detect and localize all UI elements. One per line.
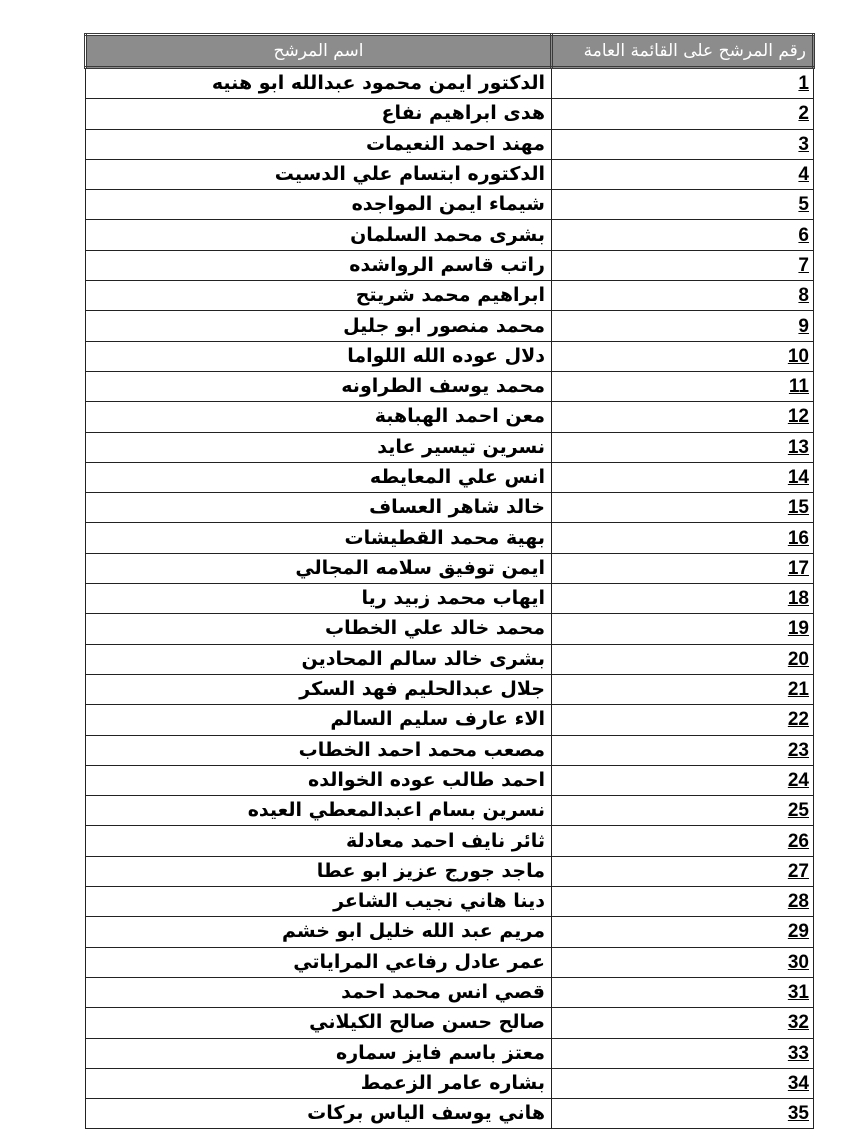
table-row xyxy=(86,584,814,614)
candidate-name: الدكتوره ابتسام علي الدسيت xyxy=(86,159,552,189)
candidate-name: بشرى خالد سالم المحادين xyxy=(86,644,552,674)
candidate-name: بشاره عامر الزعمط xyxy=(86,1068,552,1098)
table-row xyxy=(86,371,814,401)
candidate-number: 30 xyxy=(552,947,814,977)
candidate-number: 3 xyxy=(552,129,814,159)
candidate-name: نسرين بسام اعبدالمعطي العيده xyxy=(86,796,552,826)
candidate-name: محمد يوسف الطراونه xyxy=(86,371,552,401)
table-row xyxy=(86,947,814,977)
candidate-name: دينا هاني نجيب الشاعر xyxy=(86,887,552,917)
candidate-name: جلال عبدالحليم فهد السكر xyxy=(86,674,552,704)
candidate-name: هدى ابراهيم نفاع xyxy=(86,99,552,129)
table-row xyxy=(86,614,814,644)
candidate-number: 12 xyxy=(552,402,814,432)
candidate-number: 14 xyxy=(552,462,814,492)
table-row xyxy=(86,1008,814,1038)
candidate-number: 8 xyxy=(552,281,814,311)
candidate-number: 4 xyxy=(552,159,814,189)
candidate-number: 9 xyxy=(552,311,814,341)
table-row xyxy=(86,917,814,947)
candidate-name: مهند احمد النعيمات xyxy=(86,129,552,159)
table-row xyxy=(86,220,814,250)
candidate-number: 24 xyxy=(552,765,814,795)
candidate-number: 23 xyxy=(552,735,814,765)
candidate-number: 20 xyxy=(552,644,814,674)
candidate-number: 6 xyxy=(552,220,814,250)
table-row xyxy=(86,341,814,371)
candidate-number: 15 xyxy=(552,493,814,523)
table-row xyxy=(86,644,814,674)
candidate-number: 26 xyxy=(552,826,814,856)
table-row xyxy=(86,1068,814,1098)
candidate-name: ايمن توفيق سلامه المجالي xyxy=(86,553,552,583)
table-row xyxy=(86,432,814,462)
table-row xyxy=(86,190,814,220)
candidate-number: 31 xyxy=(552,977,814,1007)
candidate-name: الدكتور ايمن محمود عبدالله ابو هنيه xyxy=(86,68,552,99)
candidate-number: 22 xyxy=(552,705,814,735)
table-row xyxy=(86,159,814,189)
table-row xyxy=(86,493,814,523)
candidate-name: دلال عوده الله اللواما xyxy=(86,341,552,371)
candidate-table xyxy=(84,33,815,1129)
table-row xyxy=(86,250,814,280)
candidate-name: بهية محمد القطيشات xyxy=(86,523,552,553)
candidate-number: 33 xyxy=(552,1038,814,1068)
candidate-name: معن احمد الهباهبة xyxy=(86,402,552,432)
candidate-number: 21 xyxy=(552,674,814,704)
table-row xyxy=(86,887,814,917)
table-row xyxy=(86,1038,814,1068)
candidate-name: ايهاب محمد زبيد ريا xyxy=(86,584,552,614)
candidate-name: عمر عادل رفاعي المراياتي xyxy=(86,947,552,977)
table-row xyxy=(86,311,814,341)
candidate-number: 29 xyxy=(552,917,814,947)
candidate-name: هاني يوسف الياس بركات xyxy=(86,1099,552,1129)
candidate-list-sheet xyxy=(84,33,812,1129)
candidate-name: محمد خالد علي الخطاب xyxy=(86,614,552,644)
candidate-number: 18 xyxy=(552,584,814,614)
table-row xyxy=(86,977,814,1007)
table-row xyxy=(86,99,814,129)
table-row xyxy=(86,68,814,99)
candidate-name: معتز باسم فايز سماره xyxy=(86,1038,552,1068)
table-row xyxy=(86,674,814,704)
table-row xyxy=(86,765,814,795)
candidate-number: 32 xyxy=(552,1008,814,1038)
table-row xyxy=(86,281,814,311)
candidate-name: خالد شاهر العساف xyxy=(86,493,552,523)
table-header-row xyxy=(86,35,814,68)
candidate-name: انس علي المعايطه xyxy=(86,462,552,492)
candidate-name: شيماء ايمن المواجده xyxy=(86,190,552,220)
candidate-number: 7 xyxy=(552,250,814,280)
candidate-number: 1 xyxy=(552,68,814,99)
table-row xyxy=(86,826,814,856)
table-row xyxy=(86,129,814,159)
candidate-number: 19 xyxy=(552,614,814,644)
candidate-name: الاء عارف سليم السالم xyxy=(86,705,552,735)
candidate-name: احمد طالب عوده الخوالده xyxy=(86,765,552,795)
table-row xyxy=(86,705,814,735)
candidate-number: 2 xyxy=(552,99,814,129)
candidate-name: ابراهيم محمد شريتح xyxy=(86,281,552,311)
candidate-number: 34 xyxy=(552,1068,814,1098)
candidate-name: ثائر نايف احمد معادلة xyxy=(86,826,552,856)
table-row xyxy=(86,523,814,553)
table-row xyxy=(86,1099,814,1129)
candidate-number: 17 xyxy=(552,553,814,583)
candidate-name: مصعب محمد احمد الخطاب xyxy=(86,735,552,765)
candidate-name: مريم عبد الله خليل ابو خشم xyxy=(86,917,552,947)
candidate-name: قصي انس محمد احمد xyxy=(86,977,552,1007)
candidate-rows xyxy=(86,68,814,1129)
table-row xyxy=(86,402,814,432)
candidate-name: راتب قاسم الرواشده xyxy=(86,250,552,280)
candidate-number: 5 xyxy=(552,190,814,220)
candidate-name: ماجد جورج عزيز ابو عطا xyxy=(86,856,552,886)
candidate-name: نسرين تيسير عايد xyxy=(86,432,552,462)
candidate-number: 35 xyxy=(552,1099,814,1129)
candidate-number: 25 xyxy=(552,796,814,826)
candidate-name: محمد منصور ابو جليل xyxy=(86,311,552,341)
header-candidate-name: اسم المرشح xyxy=(86,35,552,68)
candidate-number: 27 xyxy=(552,856,814,886)
table-row xyxy=(86,796,814,826)
table-row xyxy=(86,856,814,886)
table-row xyxy=(86,735,814,765)
candidate-name: بشرى محمد السلمان xyxy=(86,220,552,250)
candidate-number: 16 xyxy=(552,523,814,553)
header-candidate-number: رقم المرشح على القائمة العامة xyxy=(552,35,814,68)
candidate-number: 11 xyxy=(552,371,814,401)
table-row xyxy=(86,553,814,583)
candidate-name: صالح حسن صالح الكيلاني xyxy=(86,1008,552,1038)
table-row xyxy=(86,462,814,492)
candidate-number: 28 xyxy=(552,887,814,917)
candidate-number: 13 xyxy=(552,432,814,462)
candidate-number: 10 xyxy=(552,341,814,371)
